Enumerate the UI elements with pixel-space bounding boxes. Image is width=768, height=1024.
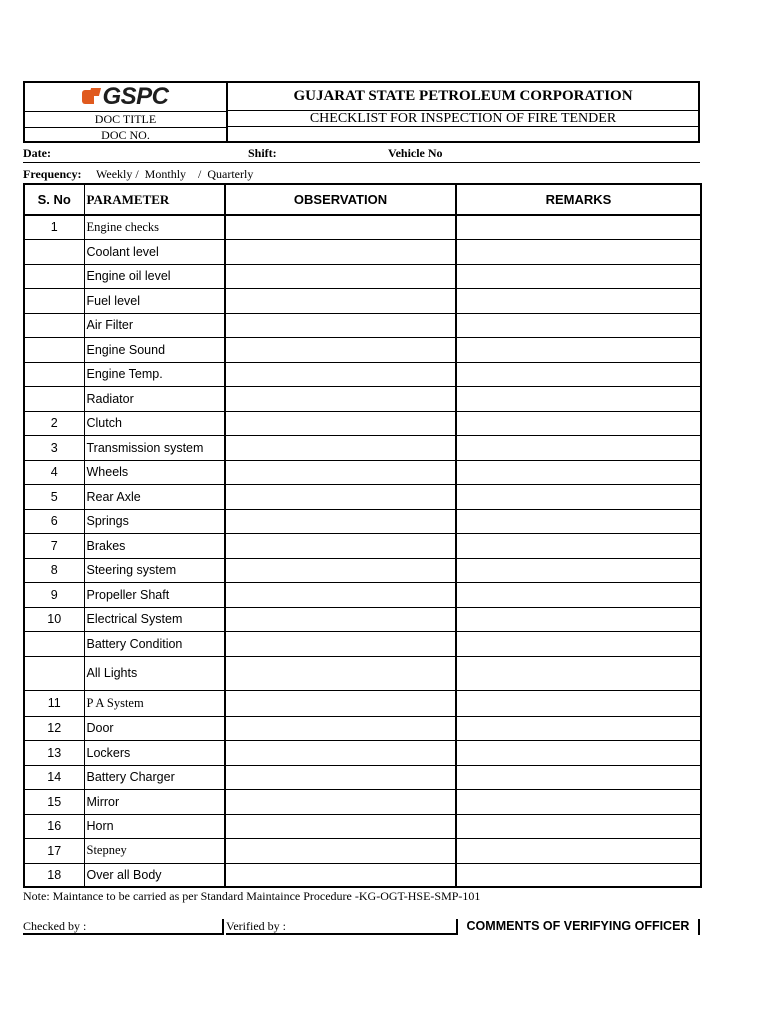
row-sno: 11 (24, 690, 84, 716)
table-row (24, 814, 701, 838)
table-row (24, 690, 701, 716)
table-row (24, 215, 701, 239)
observation-cell[interactable] (225, 435, 456, 460)
signature-row (23, 919, 700, 937)
row-parameter: Fuel level (84, 288, 225, 313)
remarks-cell[interactable] (456, 435, 701, 460)
row-sno: 3 (24, 435, 84, 460)
logo-cell (25, 83, 226, 112)
remarks-cell[interactable] (456, 740, 701, 765)
row-parameter: Engine Temp. (84, 362, 225, 386)
verified-by-field[interactable]: Verified by : (226, 919, 456, 935)
remarks-cell[interactable] (456, 716, 701, 740)
table-row (24, 386, 701, 411)
table-row (24, 631, 701, 656)
table-row (24, 288, 701, 313)
table-row (24, 656, 701, 690)
row-parameter: Wheels (84, 460, 225, 484)
vehicle-no-label: Vehicle No (388, 146, 443, 160)
row-sno: 6 (24, 509, 84, 533)
row-parameter: Horn (84, 814, 225, 838)
observation-cell[interactable] (225, 656, 456, 690)
row-parameter: Clutch (84, 411, 225, 435)
remarks-cell[interactable] (456, 838, 701, 863)
row-parameter: Brakes (84, 533, 225, 558)
row-sno: 8 (24, 558, 84, 582)
remarks-cell[interactable] (456, 484, 701, 509)
table-row (24, 765, 701, 789)
remarks-cell[interactable] (456, 239, 701, 264)
observation-cell[interactable] (225, 582, 456, 607)
remarks-cell[interactable] (456, 509, 701, 533)
row-sno: 12 (24, 716, 84, 740)
observation-cell[interactable] (225, 533, 456, 558)
table-row (24, 435, 701, 460)
observation-cell[interactable] (225, 607, 456, 631)
observation-cell[interactable] (225, 386, 456, 411)
observation-cell[interactable] (225, 631, 456, 656)
row-sno: 15 (24, 789, 84, 814)
remarks-cell[interactable] (456, 631, 701, 656)
table-row (24, 558, 701, 582)
row-parameter: Mirror (84, 789, 225, 814)
observation-cell[interactable] (225, 509, 456, 533)
row-sno (24, 313, 84, 337)
table-row (24, 484, 701, 509)
row-sno: 13 (24, 740, 84, 765)
header-right-block (228, 83, 698, 141)
frequency-label: Frequency: (23, 167, 82, 181)
remarks-cell[interactable] (456, 582, 701, 607)
procedure-note: Note: Maintance to be carried as per Standard Maintaince Procedure -KG-OGT-HSE-SMP-101 (23, 889, 481, 903)
remarks-cell[interactable] (456, 690, 701, 716)
table-row (24, 411, 701, 435)
row-parameter: Propeller Shaft (84, 582, 225, 607)
row-parameter: Stepney (84, 838, 225, 863)
remarks-cell[interactable] (456, 789, 701, 814)
table-row (24, 789, 701, 814)
row-sno: 14 (24, 765, 84, 789)
doc-no-value[interactable] (228, 127, 698, 141)
row-parameter: Springs (84, 509, 225, 533)
observation-cell[interactable] (225, 362, 456, 386)
row-sno (24, 362, 84, 386)
remarks-cell[interactable] (456, 288, 701, 313)
observation-cell[interactable] (225, 716, 456, 740)
header-left-block (25, 83, 228, 141)
observation-cell[interactable] (225, 288, 456, 313)
row-parameter: P A System (84, 690, 225, 716)
observation-cell[interactable] (225, 789, 456, 814)
row-sno: 1 (24, 215, 84, 239)
remarks-cell[interactable] (456, 264, 701, 288)
table-row (24, 740, 701, 765)
remarks-cell[interactable] (456, 362, 701, 386)
remarks-cell[interactable] (456, 765, 701, 789)
remarks-cell[interactable] (456, 814, 701, 838)
observation-cell[interactable] (225, 740, 456, 765)
row-sno (24, 264, 84, 288)
table-row (24, 607, 701, 631)
table-row (24, 362, 701, 386)
row-parameter: Battery Charger (84, 765, 225, 789)
row-parameter: Lockers (84, 740, 225, 765)
row-sno: 4 (24, 460, 84, 484)
col-header-sno: S. No (24, 184, 84, 215)
observation-cell[interactable] (225, 484, 456, 509)
row-parameter: Engine Sound (84, 337, 225, 362)
row-parameter: Over all Body (84, 863, 225, 887)
shift-label: Shift: (248, 146, 277, 160)
row-parameter: Engine checks (84, 215, 225, 239)
remarks-cell[interactable] (456, 558, 701, 582)
observation-cell[interactable] (225, 558, 456, 582)
doc-title-value: CHECKLIST FOR INSPECTION OF FIRE TENDER (228, 111, 698, 127)
frequency-options: Weekly / Monthly / Quarterly (96, 167, 254, 181)
comments-verifying-officer: COMMENTS OF VERIFYING OFFICER (456, 919, 700, 935)
remarks-cell[interactable] (456, 607, 701, 631)
row-parameter: Door (84, 716, 225, 740)
observation-cell[interactable] (225, 814, 456, 838)
observation-cell[interactable] (225, 215, 456, 239)
checked-by-field[interactable]: Checked by : (23, 919, 224, 935)
row-sno: 5 (24, 484, 84, 509)
row-parameter: Air Filter (84, 313, 225, 337)
table-row (24, 838, 701, 863)
logo-text: GSPC (102, 83, 169, 110)
row-sno: 7 (24, 533, 84, 558)
doc-title-label: DOC TITLE (25, 112, 226, 128)
observation-cell[interactable] (225, 313, 456, 337)
row-parameter: Coolant level (84, 239, 225, 264)
col-header-remarks: REMARKS (456, 184, 701, 215)
row-sno (24, 631, 84, 656)
row-parameter: Steering system (84, 558, 225, 582)
row-sno: 10 (24, 607, 84, 631)
col-header-parameter: PARAMETER (84, 184, 225, 215)
row-parameter: Electrical System (84, 607, 225, 631)
gspc-logo-mark-icon (82, 88, 100, 106)
table-row (24, 533, 701, 558)
table-row (24, 460, 701, 484)
table-row (24, 239, 701, 264)
doc-no-label: DOC NO. (101, 128, 150, 142)
remarks-cell[interactable] (456, 656, 701, 690)
observation-cell[interactable] (225, 239, 456, 264)
remarks-cell[interactable] (456, 460, 701, 484)
row-sno (24, 656, 84, 690)
observation-cell[interactable] (225, 690, 456, 716)
checklist-table (23, 183, 702, 888)
remarks-cell[interactable] (456, 337, 701, 362)
remarks-cell[interactable] (456, 411, 701, 435)
observation-cell[interactable] (225, 460, 456, 484)
table-row (24, 582, 701, 607)
col-header-observation: OBSERVATION (225, 184, 456, 215)
row-sno: 16 (24, 814, 84, 838)
remarks-cell[interactable] (456, 863, 701, 887)
row-parameter: Battery Condition (84, 631, 225, 656)
row-sno (24, 337, 84, 362)
observation-cell[interactable] (225, 838, 456, 863)
row-sno: 18 (24, 863, 84, 887)
row-sno: 17 (24, 838, 84, 863)
row-sno: 9 (24, 582, 84, 607)
gspc-logo (82, 83, 168, 111)
checklist-form (23, 81, 700, 937)
remarks-cell[interactable] (456, 533, 701, 558)
table-header-row (24, 184, 701, 215)
table-row (24, 863, 701, 887)
row-parameter: Transmission system (84, 435, 225, 460)
row-parameter: All Lights (84, 656, 225, 690)
observation-cell[interactable] (225, 264, 456, 288)
table-row (24, 313, 701, 337)
table-row (24, 264, 701, 288)
observation-cell[interactable] (225, 765, 456, 789)
date-label: Date: (23, 146, 51, 160)
table-row (24, 337, 701, 362)
remarks-cell[interactable] (456, 215, 701, 239)
row-parameter: Rear Axle (84, 484, 225, 509)
corporation-name: GUJARAT STATE PETROLEUM CORPORATION (228, 83, 698, 111)
observation-cell[interactable] (225, 411, 456, 435)
row-sno (24, 386, 84, 411)
row-parameter: Engine oil level (84, 264, 225, 288)
frequency-row (23, 163, 700, 183)
row-sno (24, 288, 84, 313)
observation-cell[interactable] (225, 863, 456, 887)
remarks-cell[interactable] (456, 386, 701, 411)
table-row (24, 716, 701, 740)
row-parameter: Radiator (84, 386, 225, 411)
info-row (23, 143, 700, 163)
row-sno (24, 239, 84, 264)
document-header (23, 81, 700, 143)
table-row (24, 509, 701, 533)
remarks-cell[interactable] (456, 313, 701, 337)
observation-cell[interactable] (225, 337, 456, 362)
row-sno: 2 (24, 411, 84, 435)
